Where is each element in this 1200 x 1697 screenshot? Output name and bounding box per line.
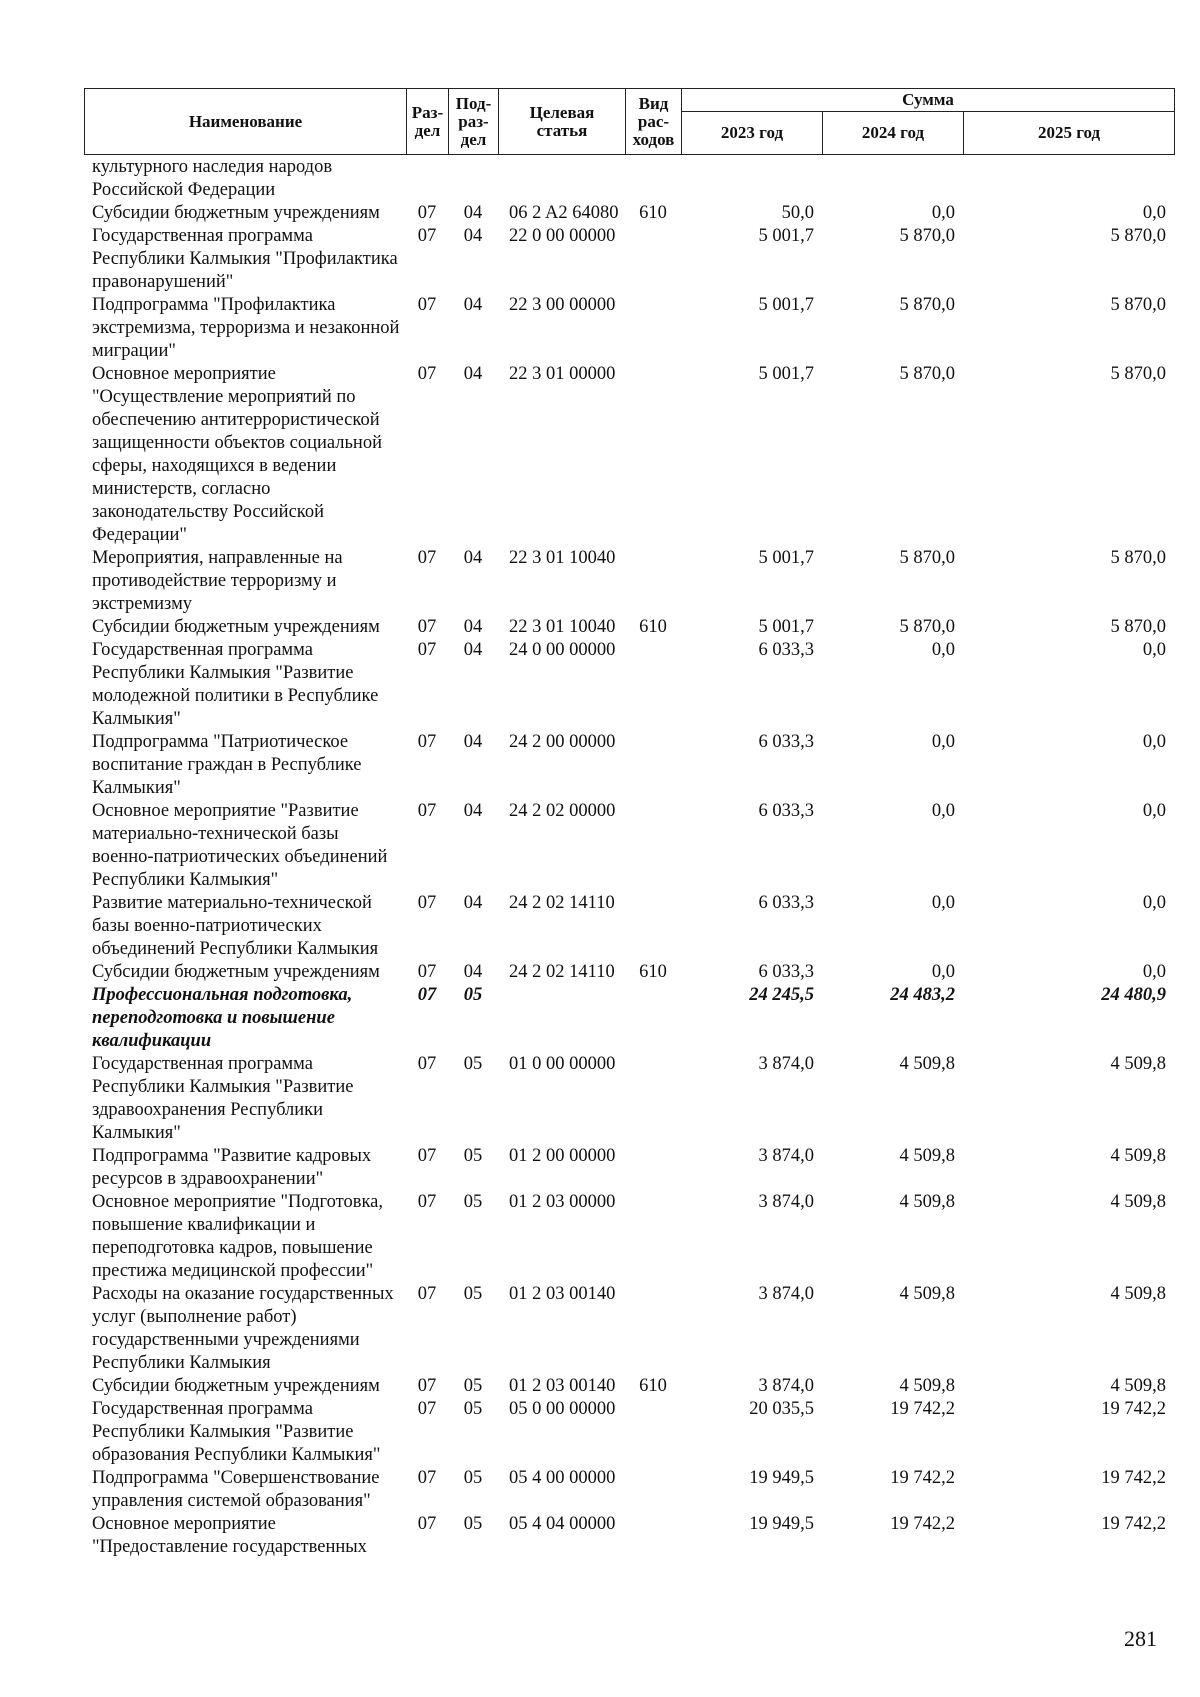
- row-sum-2024: 4 509,8: [899, 1054, 955, 1074]
- row-sum-2024: 19 742,2: [890, 1399, 955, 1419]
- row-name: Субсидии бюджетным учреждениям: [92, 203, 380, 223]
- row-vid: [625, 1398, 681, 1467]
- row-name: Субсидии бюджетным учреждениям: [92, 617, 380, 637]
- row-podrazdel: 04: [463, 617, 483, 637]
- row-podrazdel: 04: [463, 801, 483, 821]
- header-podrazdel: Под- раз- дел: [449, 89, 499, 155]
- row-podrazdel: 04: [463, 295, 483, 315]
- row-razdel: 07: [417, 1376, 437, 1396]
- row-sum-2025: 5 870,0: [1110, 226, 1166, 246]
- row-sum-2024: 24 483,2: [890, 985, 955, 1005]
- row-podrazdel: 05: [463, 1468, 483, 1488]
- row-razdel: 07: [417, 548, 437, 568]
- row-name: культурного наследия народов Российской Федерации: [92, 157, 333, 200]
- row-sum-2023: 3 874,0: [758, 1146, 814, 1166]
- row-sum-2025: 0,0: [1142, 203, 1166, 223]
- row-sum-2025: 5 870,0: [1110, 295, 1166, 315]
- row-sum-2024: 0,0: [931, 640, 955, 660]
- row-sum-2023: 3 874,0: [758, 1054, 814, 1074]
- row-razdel: 07: [417, 203, 437, 223]
- table-row: [84, 961, 1174, 984]
- row-name: Развитие материально-технической базы военно-патриотических объединений Республики Калмыкия: [92, 893, 379, 959]
- table-row: [84, 202, 1174, 225]
- table-row: [84, 1398, 1174, 1467]
- row-sum-2025: 0,0: [1142, 893, 1166, 913]
- table-row: [84, 616, 1174, 639]
- row-razdel: 07: [417, 801, 437, 821]
- row-sum-2024: 4 509,8: [899, 1146, 955, 1166]
- row-podrazdel: 05: [463, 1514, 483, 1534]
- table-row: [84, 363, 1174, 547]
- row-podrazdel: 05: [463, 1376, 483, 1396]
- row-sum-2023: 6 033,3: [758, 962, 814, 982]
- row-sum-2023: 5 001,7: [758, 548, 814, 568]
- row-sum-2025: 0,0: [1142, 640, 1166, 660]
- row-razdel: 07: [417, 1514, 437, 1534]
- row-sum-2023: 3 874,0: [758, 1376, 814, 1396]
- row-sum-2024: 0,0: [931, 962, 955, 982]
- row-vid: 610: [639, 203, 667, 223]
- row-name: Подпрограмма "Развитие кадровых ресурсов в здравоохранении": [92, 1146, 372, 1189]
- row-statya: [498, 156, 625, 202]
- row-sum-2025: 0,0: [1142, 801, 1166, 821]
- row-sum-2023: [681, 156, 822, 202]
- row-sum-2023: 3 874,0: [758, 1192, 814, 1212]
- row-podrazdel: 05: [463, 1146, 483, 1166]
- table-row: [84, 294, 1174, 363]
- row-sum-2024: 5 870,0: [899, 617, 955, 637]
- row-name: Подпрограмма "Патриотическое воспитание граждан в Республике Калмыкия": [92, 732, 362, 798]
- row-statya: 24 2 02 00000: [509, 801, 616, 821]
- row-vid: [625, 731, 681, 800]
- row-name: Основное мероприятие "Предоставление государственных: [92, 1514, 367, 1557]
- row-name: Профессиональная подготовка, переподготовка и повышение квалификации: [92, 985, 353, 1051]
- row-sum-2023: 5 001,7: [758, 617, 814, 637]
- table-row: [84, 800, 1174, 892]
- row-statya: 22 3 01 10040: [509, 617, 616, 637]
- header-razdel: Раз- дел: [407, 89, 449, 155]
- row-sum-2025: 4 509,8: [1110, 1284, 1166, 1304]
- header-year-2025: 2025 год: [964, 112, 1175, 155]
- row-razdel: 07: [417, 732, 437, 752]
- row-statya: 01 2 03 00140: [509, 1284, 616, 1304]
- row-razdel: [406, 156, 448, 202]
- table-row: [84, 1375, 1174, 1398]
- row-sum-2025: 4 509,8: [1110, 1376, 1166, 1396]
- row-name: Субсидии бюджетным учреждениям: [92, 962, 380, 982]
- row-sum-2025: 24 480,9: [1101, 985, 1166, 1005]
- header-name: Наименование: [85, 89, 407, 155]
- row-name: Основное мероприятие "Развитие материально-технической базы военно-патриотических объединений Республики Калмыкия": [92, 801, 388, 890]
- table-body: [84, 156, 1174, 1559]
- row-sum-2023: 5 001,7: [758, 364, 814, 384]
- row-razdel: 07: [417, 1054, 437, 1074]
- row-sum-2025: 19 742,2: [1101, 1399, 1166, 1419]
- row-sum-2024: 0,0: [931, 893, 955, 913]
- row-sum-2025: 5 870,0: [1110, 548, 1166, 568]
- row-statya: 05 0 00 00000: [509, 1399, 616, 1419]
- table-row: [84, 1467, 1174, 1513]
- header-summa: Сумма: [682, 89, 1175, 112]
- row-statya: 01 0 00 00000: [509, 1054, 616, 1074]
- row-sum-2024: 5 870,0: [899, 295, 955, 315]
- row-name: Подпрограмма "Профилактика экстремизма, терроризма и незаконной миграции": [92, 295, 400, 361]
- table-row: [84, 1513, 1174, 1559]
- row-vid: [625, 1283, 681, 1375]
- table-row: [84, 639, 1174, 731]
- row-vid: 610: [639, 1376, 667, 1396]
- row-vid: [625, 1145, 681, 1191]
- table-row: [84, 892, 1174, 961]
- row-sum-2023: 6 033,3: [758, 640, 814, 660]
- row-vid: [625, 984, 681, 1053]
- row-vid: [625, 294, 681, 363]
- row-sum-2024: 5 870,0: [899, 226, 955, 246]
- row-podrazdel: 04: [463, 203, 483, 223]
- row-sum-2025: 5 870,0: [1110, 617, 1166, 637]
- table-row: [84, 731, 1174, 800]
- row-name: Мероприятия, направленные на противодействие терроризму и экстремизму: [92, 548, 343, 614]
- row-razdel: 07: [417, 364, 437, 384]
- row-statya: 22 3 01 10040: [509, 548, 616, 568]
- table-row: [84, 225, 1174, 294]
- table-row: [84, 156, 1174, 202]
- row-sum-2023: 50,0: [781, 203, 814, 223]
- row-name: Основное мероприятие "Подготовка, повышение квалификации и переподготовка кадров, повышение престижа медицинской профессии": [92, 1192, 384, 1281]
- row-podrazdel: 04: [463, 226, 483, 246]
- row-statya: 24 2 00 00000: [509, 732, 616, 752]
- header-statya: Целевая статья: [499, 89, 626, 155]
- row-vid: [625, 225, 681, 294]
- row-vid: [625, 547, 681, 616]
- row-podrazdel: 05: [463, 985, 483, 1005]
- table-row: [84, 547, 1174, 616]
- row-sum-2024: [822, 156, 963, 202]
- row-sum-2023: 24 245,5: [749, 985, 814, 1005]
- row-podrazdel: [448, 156, 498, 202]
- row-sum-2025: [963, 156, 1174, 202]
- row-sum-2024: 4 509,8: [899, 1284, 955, 1304]
- row-sum-2023: 19 949,5: [749, 1514, 814, 1534]
- row-name: Государственная программа Республики Калмыкия "Развитие образования Республики Калмыкия": [92, 1399, 381, 1465]
- row-podrazdel: 04: [463, 962, 483, 982]
- row-razdel: 07: [417, 1284, 437, 1304]
- row-podrazdel: 05: [463, 1054, 483, 1074]
- budget-table-page: [84, 88, 1174, 1559]
- table-row: [84, 1191, 1174, 1283]
- row-statya: 22 3 00 00000: [509, 295, 616, 315]
- row-name: Расходы на оказание государственных услуг (выполнение работ) государственными учреждениями Республики Калмыкия: [92, 1284, 394, 1373]
- row-vid: [625, 1053, 681, 1145]
- row-statya: 05 4 00 00000: [509, 1468, 616, 1488]
- row-podrazdel: 05: [463, 1399, 483, 1419]
- table-header: [84, 88, 1175, 155]
- row-razdel: 07: [417, 617, 437, 637]
- row-vid: [625, 1467, 681, 1513]
- row-statya: 01 2 00 00000: [509, 1146, 616, 1166]
- row-vid: [625, 156, 681, 202]
- row-statya: [498, 984, 625, 1053]
- row-vid: [625, 892, 681, 961]
- row-podrazdel: 04: [463, 732, 483, 752]
- row-sum-2024: 5 870,0: [899, 548, 955, 568]
- row-statya: 01 2 03 00000: [509, 1192, 616, 1212]
- table-row: [84, 984, 1174, 1053]
- row-name: Основное мероприятие "Осуществление мероприятий по обеспечению антитеррористической защищенности объектов социальной сферы, находящихся в ведении министерств, согласно законодательству Российской Федерации": [92, 364, 382, 545]
- row-sum-2023: 3 874,0: [758, 1284, 814, 1304]
- row-sum-2025: 0,0: [1142, 732, 1166, 752]
- row-sum-2024: 0,0: [931, 203, 955, 223]
- row-sum-2023: 5 001,7: [758, 226, 814, 246]
- row-name: Государственная программа Республики Калмыкия "Развитие здравоохранения Республики Калмыкия": [92, 1054, 354, 1143]
- row-razdel: 07: [417, 295, 437, 315]
- row-razdel: 07: [417, 1399, 437, 1419]
- row-sum-2025: 4 509,8: [1110, 1192, 1166, 1212]
- row-statya: 24 2 02 14110: [509, 962, 615, 982]
- row-razdel: 07: [417, 226, 437, 246]
- row-sum-2024: 4 509,8: [899, 1192, 955, 1212]
- table-row: [84, 1053, 1174, 1145]
- row-statya: 22 0 00 00000: [509, 226, 616, 246]
- row-sum-2024: 5 870,0: [899, 364, 955, 384]
- row-sum-2023: 6 033,3: [758, 732, 814, 752]
- row-sum-2023: 20 035,5: [749, 1399, 814, 1419]
- header-year-2024: 2024 год: [823, 112, 964, 155]
- row-statya: 06 2 A2 64080: [509, 203, 619, 223]
- row-sum-2024: 19 742,2: [890, 1468, 955, 1488]
- row-razdel: 07: [417, 985, 437, 1005]
- row-vid: 610: [639, 962, 667, 982]
- row-sum-2025: 19 742,2: [1101, 1468, 1166, 1488]
- row-sum-2023: 19 949,5: [749, 1468, 814, 1488]
- row-sum-2024: 0,0: [931, 732, 955, 752]
- table-row: [84, 1283, 1174, 1375]
- row-name: Государственная программа Республики Калмыкия "Развитие молодежной политики в Республике Калмыкия": [92, 640, 379, 729]
- table-row: [84, 1145, 1174, 1191]
- row-statya: 24 0 00 00000: [509, 640, 616, 660]
- header-year-2023: 2023 год: [682, 112, 823, 155]
- row-podrazdel: 04: [463, 364, 483, 384]
- row-razdel: 07: [417, 1468, 437, 1488]
- row-podrazdel: 05: [463, 1192, 483, 1212]
- row-name: Государственная программа Республики Калмыкия "Профилактика правонарушений": [92, 226, 398, 292]
- row-vid: 610: [639, 617, 667, 637]
- row-sum-2024: 4 509,8: [899, 1376, 955, 1396]
- row-name: Подпрограмма "Совершенствование управления системой образования": [92, 1468, 380, 1511]
- row-sum-2024: 0,0: [931, 801, 955, 821]
- row-vid: [625, 800, 681, 892]
- row-sum-2025: 4 509,8: [1110, 1054, 1166, 1074]
- row-razdel: 07: [417, 893, 437, 913]
- row-vid: [625, 639, 681, 731]
- row-podrazdel: 04: [463, 640, 483, 660]
- row-sum-2025: 0,0: [1142, 962, 1166, 982]
- row-vid: [625, 1513, 681, 1559]
- header-vid: Вид рас- ходов: [626, 89, 682, 155]
- row-razdel: 07: [417, 962, 437, 982]
- row-statya: 05 4 04 00000: [509, 1514, 616, 1534]
- row-razdel: 07: [417, 1146, 437, 1166]
- row-sum-2025: 4 509,8: [1110, 1146, 1166, 1166]
- row-razdel: 07: [417, 640, 437, 660]
- row-vid: [625, 363, 681, 547]
- row-sum-2023: 5 001,7: [758, 295, 814, 315]
- row-statya: 24 2 02 14110: [509, 893, 615, 913]
- row-sum-2025: 19 742,2: [1101, 1514, 1166, 1534]
- row-razdel: 07: [417, 1192, 437, 1212]
- row-podrazdel: 04: [463, 548, 483, 568]
- row-podrazdel: 05: [463, 1284, 483, 1304]
- row-vid: [625, 1191, 681, 1283]
- row-statya: 22 3 01 00000: [509, 364, 616, 384]
- row-statya: 01 2 03 00140: [509, 1376, 616, 1396]
- row-sum-2024: 19 742,2: [890, 1514, 955, 1534]
- row-name: Субсидии бюджетным учреждениям: [92, 1376, 380, 1396]
- page-number: 281: [1124, 1626, 1157, 1651]
- row-sum-2023: 6 033,3: [758, 893, 814, 913]
- row-sum-2023: 6 033,3: [758, 801, 814, 821]
- row-podrazdel: 04: [463, 893, 483, 913]
- row-sum-2025: 5 870,0: [1110, 364, 1166, 384]
